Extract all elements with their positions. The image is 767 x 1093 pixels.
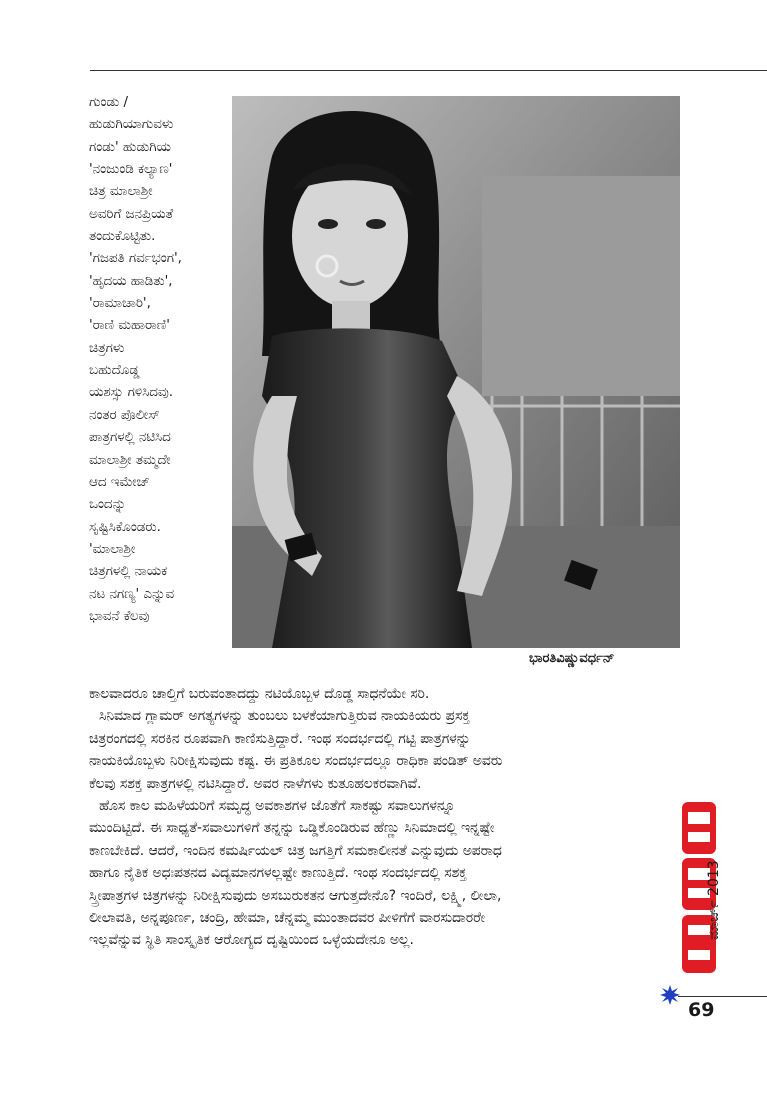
issue-date: ಮಾರ್ಚ್ 2013 (706, 860, 722, 940)
sidebar-line: 'ರಾಣಿ ಮಹಾರಾಣಿ' (89, 318, 170, 334)
body-line: ಸ್ತ್ರೀಪಾತ್ರಗಳ ಚಿತ್ರಗಳನ್ನು ನಿರೀಕ್ಷಿಸುವುದು ಅಸಬುರುಕತನ ಆಗುತ್ತದೇನೊ? ಇಂದಿರೆ, ಲಕ್ಷ್ಮಿ, ಲೀಲಾ, (89, 887, 502, 904)
body-line: ಹೊಸ ಕಾಲ ಮಹಿಳೆಯರಿಗೆ ಸಮೃದ್ಧ ಅವಕಾಶಗಳ ಜೊತೆಗೆ ಸಾಕಷ್ಟು ಸವಾಲುಗಳನ್ನೂ (99, 798, 456, 815)
sidebar-text-column (89, 92, 239, 628)
body-line: ಮುಂದಿಟ್ಟಿದೆ. ಈ ಸಾಧ್ಯತೆ-ಸವಾಲುಗಳಿಗೆ ತನ್ನನ್ನು ಒಡ್ಡಿಕೊಂಡಿರುವ ಹೆಣ್ಣು ಸಿನಿಮಾದಲ್ಲಿ ಇನ್ನಷ್ಟೇ (89, 820, 495, 837)
sidebar-line: ಪಾತ್ರಗಳಲ್ಲಿ ನಟಿಸಿದ (89, 430, 171, 446)
sidebar-line: ಒಂದನ್ನು (89, 497, 127, 513)
sidebar-line: ಯಶಸ್ಸು ಗಳಿಸಿದವು. (89, 385, 174, 401)
sidebar-line: ಬಹುದೊಡ್ಡ (89, 363, 140, 379)
body-line: ಲೀಲಾವತಿ, ಅನ್ನಪೂರ್ಣ, ಚಂದ್ರಿ, ಹೇಮಾ, ಚೆನ್ನಮ್ಮ ಮುಂತಾದವರ ಪೀಳಿಗೆಗೆ ವಾರಸುದಾರರೇ (89, 910, 485, 927)
body-line: ಹಾಗೂ ನೈತಿಕ ಅಧಃಪತನದ ವಿದ್ಯಮಾನಗಳಲ್ಲಷ್ಟೇ ಕಾಣುತ್ತಿದೆ. ಇಂಥ ಸಂದರ್ಭದಲ್ಲಿ ಸಶಕ್ತ (89, 865, 467, 882)
sidebar-line: ಅವರಿಗೆ ಜನಪ್ರಿಯತೆ (89, 206, 174, 222)
body-line: ಕೆಲವು ಸಶಕ್ತ ಪಾತ್ರಗಳಲ್ಲಿ ನಟಿಸಿದ್ದಾರೆ. ಅವರ ನಾಳೆಗಳು ಕುತೂಹಲಕರವಾಗಿವೆ. (89, 775, 422, 792)
body-line: ಸಿನಿಮಾದ ಗ್ಲಾಮರ್ ಅಗತ್ಯಗಳನ್ನು ತುಂಬಲು ಬಳಕೆಯಾಗುತ್ತಿರುವ ನಾಯಕಿಯರು ಪ್ರಸಕ್ತ (99, 708, 470, 725)
body-line: ಕಾಣಬೇಕಿದೆ. ಆದರೆ, ಇಂದಿನ ಕಮರ್ಷಿಯಲ್ ಚಿತ್ರ ಜಗತ್ತಿಗೆ ಸಮಕಾಲೀನತೆ ಎನ್ನುವುದು ಅಪರಾಧ (89, 842, 502, 859)
body-line: ಚಿತ್ರರಂಗದಲ್ಲಿ ಸರಕಿನ ರೂಪವಾಗಿ ಕಾಣಿಸುತ್ತಿದ್ದಾರೆ. ಇಂಥ ಸಂದರ್ಭದಲ್ಲಿ ಗಟ್ಟಿ ಪಾತ್ರಗಳನ್ನು (89, 730, 471, 747)
sidebar-line: 'ಹೃದಯ ಹಾಡಿತು', (89, 273, 173, 289)
sidebar-line: ಮಾಲಾಶ್ರೀ ತಮ್ಮದೇ (89, 452, 171, 468)
sidebar-line: ಸೃಷ್ಟಿಸಿಕೊಂಡರು. (89, 519, 161, 535)
sidebar-line: ಗುಂಡು / (89, 95, 128, 110)
sidebar-line: ಚಿತ್ರಗಳಲ್ಲಿ ನಾಯಕ (89, 564, 168, 580)
body-line: ಕಾಲವಾದರೂ ಚಾಲ್ತಿಗೆ ಬರುವಂತಾದದ್ದು ನಟಿಯೊಬ್ಬಳ ದೊಡ್ಡ ಸಾಧನೆಯೇ ಸರಿ. (89, 686, 430, 702)
sidebar-line: ಹುಡುಗಿಯಾಗುವಳು (89, 117, 174, 133)
body-line: ಇಲ್ಲವೆನ್ನುವ ಸ್ಥಿತಿ ಸಾಂಸ್ಕೃತಿಕ ಆರೋಗ್ಯದ ದೃಷ್ಟಿಯಿಂದ ಒಳ್ಳೆಯದೇನೂ ಅಲ್ಲ. (89, 932, 414, 949)
actress-photo (232, 96, 680, 648)
body-line: ನಾಯಕಿಯೊಬ್ಬಳು ನಿರೀಕ್ಷಿಸುವುದು ಕಷ್ಟ. ಈ ಪ್ರತಿಕೂಲ ಸಂದರ್ಭದಲ್ಲೂ ರಾಧಿಕಾ ಪಂಡಿತ್ ಅವರು (89, 753, 503, 770)
sidebar-line: ನಟ ನಗಣ್ಯ' ಎನ್ನುವ (89, 586, 175, 602)
sidebar-line: 'ರಾಮಾಚಾರಿ', (89, 296, 151, 312)
page-number: 69 (688, 999, 715, 1021)
sidebar-line: 'ಮಾಲಾಶ್ರೀ (89, 541, 136, 557)
sidebar-line: ಭಾವನೆ ಕೆಲವು (89, 608, 150, 624)
sidebar-line: ಚಿತ್ರ ಮಾಲಾಶ್ರೀ (89, 184, 153, 200)
sidebar-line: 'ಗಜಪತಿ ಗರ್ವಭಂಗ', (89, 251, 182, 267)
header-rule (90, 70, 767, 71)
sidebar-line: 'ನಂಜುಂಡಿ ಕಲ್ಯಾಣ' (89, 162, 173, 178)
sidebar-line: ಆದ ಇಮೇಜ್ (89, 474, 150, 490)
footer-rule (678, 996, 767, 997)
sidebar-line: ಗಂಡು' ಹುಡುಗಿಯ (89, 139, 171, 155)
sidebar-line: ತಂದುಕೊಟ್ಟಿತು. (89, 229, 156, 245)
sidebar-line: ನಂತರ ಪೊಲೀಸ್ (89, 407, 160, 423)
photo-caption: ಭಾರತಿವಿಷ್ಣುವರ್ಧನ್ (529, 651, 615, 666)
sidebar-line: ಚಿತ್ರಗಳು (89, 340, 125, 356)
star-icon (660, 985, 680, 1005)
article-body (89, 683, 669, 952)
